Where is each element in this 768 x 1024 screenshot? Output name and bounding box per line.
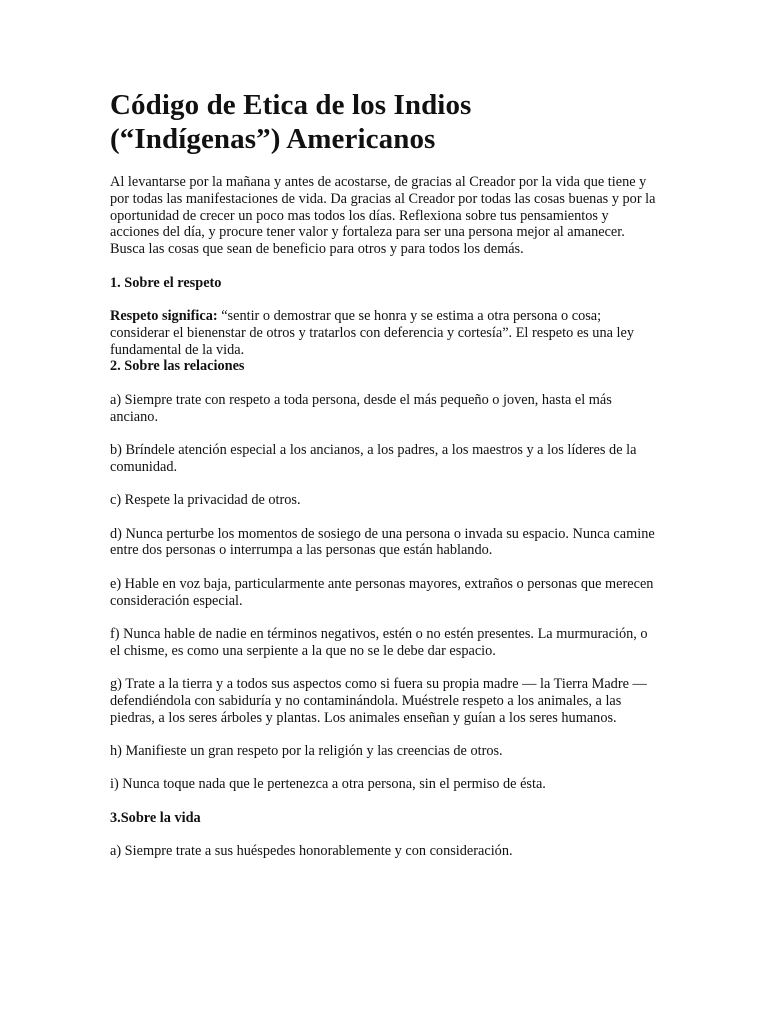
section-heading-respeto: 1. Sobre el respeto xyxy=(110,274,222,291)
relaciones-item-e: e) Hable en voz baja, particularmente ante personas mayores, extraños o personas que merecen consideración especial. xyxy=(110,575,654,609)
section-heading-relaciones: 2. Sobre las relaciones xyxy=(110,358,245,375)
relaciones-item-g: g) Trate a la tierra y a todos sus aspectos como si fuera su propia madre — la Tierra Madre — defendiéndola con sabiduría y no contaminándola. Muéstrele respeto a los animales, a las piedras, a los seres árboles y plantas. Los animales enseñan y guían a los seres humanos. xyxy=(110,676,647,726)
document-title xyxy=(110,88,658,156)
section-heading-vida: 3.Sobre la vida xyxy=(110,809,201,826)
relaciones-item-a: a) Siempre trate con respeto a toda persona, desde el más pequeño o joven, hasta el más anciano. xyxy=(110,391,612,425)
title-line-2: (“Indígenas”) Americanos xyxy=(110,123,436,155)
respeto-definition: “sentir o demostrar que se honra y se estima a otra persona o cosa; considerar el bienenstar de otros y tratarlos con deferencia y cortesía”. El respeto es una ley fundamental de la vida. xyxy=(110,307,634,358)
relaciones-item-i: i) Nunca toque nada que le pertenezca a otra persona, sin el permiso de ésta. xyxy=(110,776,546,793)
relaciones-item-f: f) Nunca hable de nadie en términos negativos, estén o no estén presentes. La murmuración, o el chisme, es como una serpiente a la que no se le debe dar espacio. xyxy=(110,625,648,659)
respeto-label: Respeto significa: xyxy=(110,307,218,324)
intro-paragraph: Al levantarse por la mañana y antes de acostarse, de gracias al Creador por la vida que tiene y por todas las manifestaciones de vida. Da gracias al Creador por todas las cosas buenas y por la oportunidad de crecer un poco mas todos los días. Reflexiona sobre tus pensamientos y acciones del día, y procure tener valor y fortaleza para ser una persona mejor al amanecer. Busca las cosas que sean de beneficio para otros y para todos los demás. xyxy=(110,174,656,258)
document-page xyxy=(110,88,658,877)
relaciones-item-h: h) Manifieste un gran respeto por la religión y las creencias de otros. xyxy=(110,743,503,760)
relaciones-item-c: c) Respete la privacidad de otros. xyxy=(110,492,301,509)
vida-item-a: a) Siempre trate a sus huéspedes honorablemente y con consideración. xyxy=(110,843,513,860)
title-line-1: Código de Etica de los Indios xyxy=(110,89,472,121)
respeto-paragraph xyxy=(110,308,658,358)
relaciones-item-d: d) Nunca perturbe los momentos de sosiego de una persona o invada su espacio. Nunca camine entre dos personas o interrumpa a las personas que están hablando. xyxy=(110,525,655,559)
relaciones-item-b: b) Bríndele atención especial a los ancianos, a los padres, a los maestros y a los líderes de la comunidad. xyxy=(110,441,637,475)
